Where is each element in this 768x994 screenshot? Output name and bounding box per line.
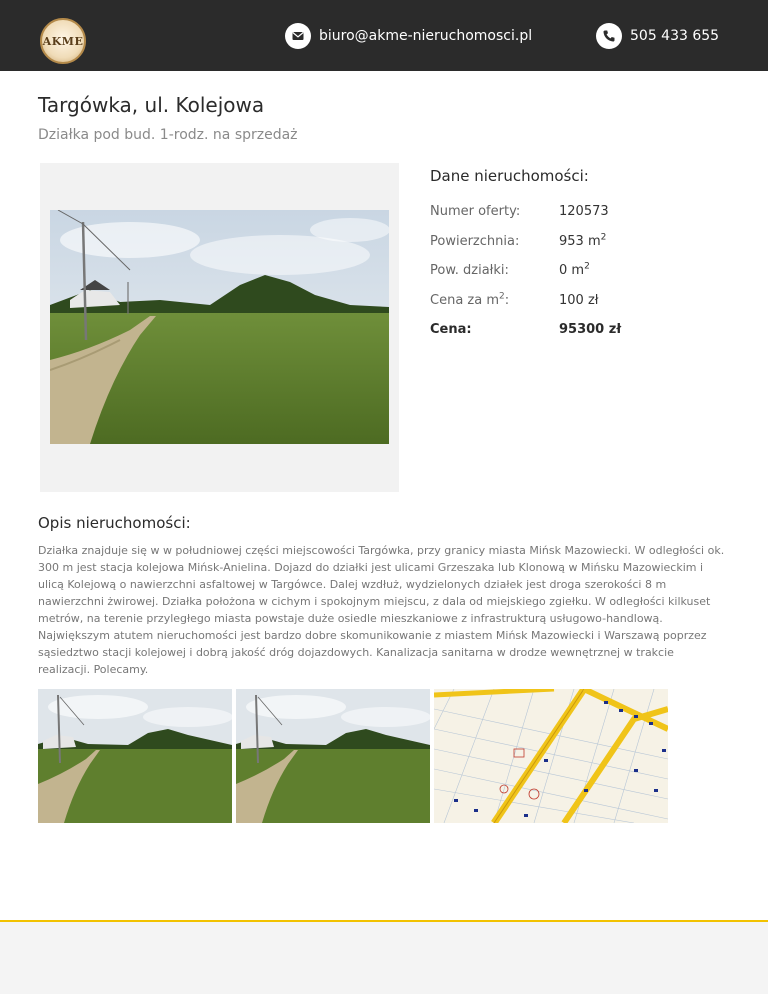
site-footer	[0, 922, 768, 994]
akme-logo[interactable]	[40, 18, 86, 64]
thumbnail-map[interactable]	[434, 689, 668, 823]
detail-row-area	[430, 227, 730, 257]
detail-row-price	[430, 315, 730, 345]
price-per-m2-label-wrap	[430, 293, 559, 308]
main-photo[interactable]	[50, 210, 389, 444]
price-per-m2-label: Cena za m	[430, 292, 499, 308]
price-label: Cena:	[430, 322, 472, 338]
phone-contact[interactable]	[596, 23, 719, 49]
offer-number-value: 120573	[559, 204, 609, 220]
plot-area-value-wrap	[559, 263, 590, 278]
email-link[interactable]: biuro@akme-nieruchomosci.pl	[319, 28, 533, 44]
detail-row-plot-area	[430, 256, 730, 286]
phone-link[interactable]: 505 433 655	[630, 28, 720, 44]
area-exponent: 2	[600, 232, 607, 243]
envelope-icon	[285, 23, 311, 49]
price-value: 95300 zł	[559, 322, 622, 338]
listing-subtitle: Działka pod bud. 1-rodz. na sprzedaż	[38, 127, 298, 143]
details-heading: Dane nieruchomości:	[430, 167, 589, 185]
area-label: Powierzchnia:	[430, 233, 520, 249]
plot-area-value: 0 m	[559, 263, 585, 279]
detail-row-price-per-m2	[430, 286, 730, 316]
description-text: Działka znajduje się w w południowej części miejscowości Targówka, przy granicy miasta Mińsk Mazowiecki. W odległości ok. 300 m jest stacja kolejowa Mińsk-Anielina. Dojazd do działki jest ulicami Grzeszaka lub Klonową w Mińsku Mazowieckim i ulicą Kolejową o nawierzchni asfaltowej w Targówce. Dalej wzdłuż, wydzielonych działek jest droga szerokości 8 m nawierzchni żwirowej. Działka położona w cichym i spokojnym miejscu, z dala od miejskiego zgiełku. W odległości kilkuset metrów, na terenie przyległego miasta powstaje duże osiedle mieszkaniowe z infrastrukturą usługowo-handlową. Największym atutem nieruchomości jest bardzo dobre skomunikowanie z miastem Mińsk Mazowiecki i Warszawą poprzez sąsiedztwo stacji kolejowej i dobrą jakość dróg dojazdowych. Kanalizacja sanitarna w drodze wewnętrznej w trakcie realizacji. Polecamy.	[38, 544, 725, 676]
site-header	[0, 0, 768, 71]
area-value-wrap	[559, 234, 606, 249]
price-per-m2-value: 100 zł	[559, 292, 599, 308]
plot-area-label: Pow. działki:	[430, 263, 509, 279]
plot-area-exponent: 2	[584, 261, 590, 272]
email-contact[interactable]	[285, 23, 532, 49]
detail-row-offer-number	[430, 197, 730, 227]
main-photo-frame	[40, 163, 399, 492]
price-per-m2-colon: :	[504, 292, 510, 308]
area-value: 953 m	[559, 233, 601, 249]
thumbnail-photo-2[interactable]	[236, 689, 430, 823]
offer-number-label: Numer oferty:	[430, 204, 521, 220]
details-table	[430, 197, 730, 345]
logo-text: AKME	[42, 34, 84, 48]
description-heading: Opis nieruchomości:	[38, 514, 191, 532]
price-per-m2-exponent: 2	[499, 291, 505, 302]
thumbnail-photo-1[interactable]	[38, 689, 232, 823]
listing-title: Targówka, ul. Kolejowa	[38, 93, 265, 117]
phone-icon	[596, 23, 622, 49]
